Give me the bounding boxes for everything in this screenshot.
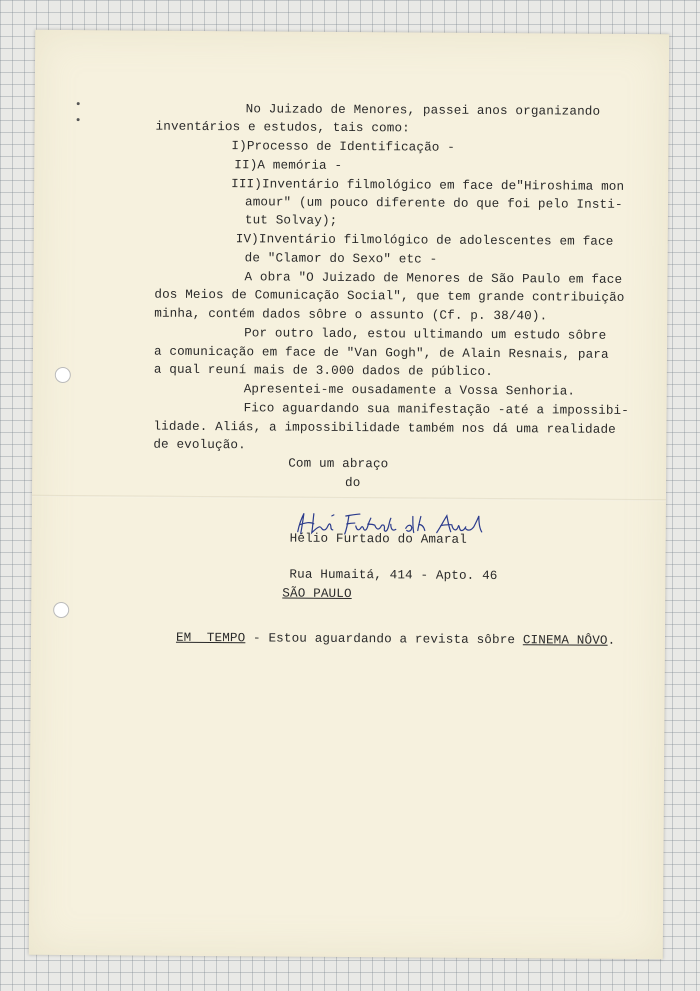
postscript-end: . xyxy=(607,633,616,648)
list-item-continuation: tut Solvay); xyxy=(244,213,338,228)
paragraph-line: Por outro lado, estou ultimando um estudo sôbre xyxy=(244,326,607,343)
list-item: II)A memória - xyxy=(234,158,343,173)
postscript xyxy=(176,630,615,649)
closing: Com um abraço xyxy=(288,456,389,472)
paragraph-line: dos Meios de Comunicação Social", que tem grande contribuição xyxy=(154,287,625,305)
paragraph-line: minha, contém dados sôbre o assunto (Cf. p. 38/40). xyxy=(154,306,548,324)
typed-name: Hélio Furtado do Amaral xyxy=(289,531,468,547)
paragraph-line: inventários e estudos, tais como: xyxy=(155,119,410,136)
postscript-text: - Estou aguardando a revista sôbre xyxy=(245,631,523,648)
ink-speck xyxy=(77,102,80,105)
letter-page xyxy=(29,30,669,959)
paragraph-line: a comunicação em face de "Van Gogh", de Alain Resnais, para xyxy=(153,344,609,362)
list-item: III)Inventário filmológico em face de"Hiroshima mon xyxy=(231,177,625,194)
paper-fold xyxy=(32,495,666,501)
list-item-continuation: de "Clamor do Sexo" etc - xyxy=(244,251,438,267)
ink-speck xyxy=(77,118,80,121)
paragraph-line: No Juizado de Menores, passei anos organizando xyxy=(245,102,601,119)
paragraph-line: a qual reuní mais de 3.000 dados de público. xyxy=(153,362,494,380)
paragraph-line: lidade. Aliás, a impossibilidade também nos dá uma realidade xyxy=(153,419,616,437)
list-item-continuation: amour" (um pouco diferente do que foi pelo Insti- xyxy=(244,195,623,212)
paragraph-line: de evolução. xyxy=(153,437,246,453)
closing-from: do xyxy=(345,475,361,491)
magazine-title: CINEMA NÔVO xyxy=(522,633,608,648)
paragraph-line: Fico aguardando sua manifestação -até a impossibi- xyxy=(243,401,630,418)
punch-hole xyxy=(53,602,69,618)
list-item: I)Processo de Identificação - xyxy=(231,139,456,155)
list-item: IV)Inventário filmológico de adolescentes em face xyxy=(235,232,614,249)
paragraph-line: Apresentei-me ousadamente a Vossa Senhoria. xyxy=(243,382,576,399)
punch-hole xyxy=(55,367,71,383)
postscript-label: EM TEMPO xyxy=(175,630,246,646)
city-line: SÃO PAULO xyxy=(282,586,352,602)
address-line: Rua Humaitá, 414 - Apto. 46 xyxy=(289,567,498,584)
paragraph-line: A obra "O Juizado de Menores de São Paulo em face xyxy=(244,270,623,287)
